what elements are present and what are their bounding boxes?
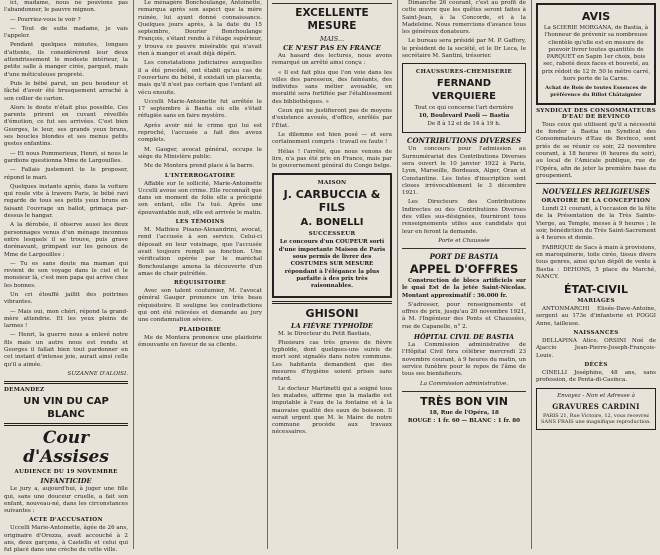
article-paragraph: Ceux qui ne justifieront pas de moyens d'existence avoués, d'office, enrôlés par l'État. [272, 108, 392, 129]
story-paragraph: — Pourriez-vous le voir ? [10, 16, 81, 23]
naissances-heading: NAISSANCES [573, 330, 619, 337]
story-paragraph: Puis le bébé parut, un peu boudeur et fâché d'avoir été brusquement arraché à son collier de carton. [4, 80, 128, 102]
oratoire-heading: ORATOIRE DE LA CONCEPTION [541, 198, 651, 205]
court-continued [138, 0, 262, 171]
contrib-para: Les Directeurs des Contributions Indirectes ou des Contributions Diverses des villes sus-désignées, fourniront tous renseignements utiles aux candidats qui leur en feront la demande. [402, 199, 526, 235]
article-paragraphs [272, 53, 392, 170]
ad-maison: MAISON [317, 180, 347, 187]
story-paragraph: — Henri, la guerre nous a enlevé notre fils mais un autre nous est rendu et Georges il fallait bien tout pardonner en cet instant d'intense joie, aurait ainsi celle qu'il a aimée. [4, 332, 128, 368]
tres-prices: ROUGE : 1 fr. 60 — BLANC : 1 fr. 80 [407, 417, 521, 424]
story-paragraph: A la dérobée, il observe aussi les deux personnages venus d'un ménage inconnus entre lesquels il se trouve, puis grave dorénavant, grimpant sur les genoux de Mme de Largouilles : [4, 222, 128, 258]
syndicat-heading: SYNDICAT DES CONSOMMATEURS D'EAU DE BEVINCO [536, 107, 656, 120]
mariages-heading: MARIAGES [577, 298, 615, 305]
court-title: Cour d'Assises [23, 428, 109, 468]
ad-tagline: Tout ce qui concerne l'art dernière [414, 105, 514, 112]
ad-company-name: J. CARBUCCIA & FILS [283, 188, 381, 215]
ad-name: FERNAND VERQUIERE [432, 78, 496, 103]
gravures-ad [536, 388, 656, 430]
mariages-text: ANTONMARCHI Elisée-Dave-Antoine, sergent au 173e d'infanterie et POGGI Anne, tailleuse. [536, 306, 656, 327]
story-paragraph: — Mais oui, mon chéri, répond la grand-mère attendrie. Et les yeux pleins de larmes ! [4, 308, 128, 330]
column-2 [134, 0, 266, 549]
ghisoni-para: Plusieurs cas très graves de fièvre typhoïde, dont quelques-uns suivis de mort sont signalés dans notre commune. Les habitants demandent que des mesures d'hygiène soient prises sans retard. [272, 339, 392, 383]
article-paragraph: « Il est fait plus que l'on voie dans les villes des paresseux, des fainéants, des individus sans métier avouable, en moralité sera fortifiée par l'établissement des bibliothèques. » [272, 69, 392, 105]
ghisoni-sub: LA FIÈVRE TYPHOÏDE [291, 321, 373, 330]
divider [272, 301, 392, 304]
contrib-sig: Porte et Chaussée [438, 237, 490, 244]
divider [402, 391, 526, 392]
gravures-intro: Envoyez - Non et Adresse à [557, 392, 635, 399]
contrib-heading: CONTRIBUTIONS DIVERSES [406, 136, 522, 146]
wine-ad-line2: BLANC [47, 409, 85, 421]
story-signature: SUZANNE D'ALOISI. [67, 370, 128, 377]
hopital-heading: HÔPITAL CIVIL DE BASTIA [413, 333, 515, 342]
avis-heading: AVIS [581, 10, 611, 23]
interrogatoire-text: Affable sur le sollicité, Marie-Antoinette Uccelli avoue son crime. Elle reconnaît que dans un moment de folie elle a précipité son enfant, elle l'a tué. Après une épouvantable nuit, elle est arrivée le matin. [138, 180, 262, 216]
requisitoire-text: Avec son talent coutumier, M. l'avocat général Gauger prononce un très beau réquisitoire. Il souligne les contradictions qui ont été relevées et demande au jury une condamnation sévère. [138, 288, 262, 324]
divider [4, 423, 128, 426]
etat-civil-heading: ÉTAT-CIVIL [563, 283, 629, 297]
nouvelles-heading: NOUVELLES RELIGIEUSES [542, 187, 650, 197]
divider [536, 183, 656, 184]
ad-category: CHAUSSURES-CHEMISERIE [415, 69, 513, 76]
avis-text: La SCIERIE MORGANA, de Bastia, à l'honneur de prévenir sa nombreuse clientèle qu'elle est en mesure de pouvoir livrer toutes quantités de PARQUET en Sapin 1er choix, bois sec, raboté deux faces et bouveté, au prix rédoit de 12 fr. 50 le mètre carré, hors porte de la Carne. [541, 25, 651, 83]
ad-hours: De 8 à 12 et de 14 à 19 h. [427, 121, 501, 128]
court-paragraph: Après avoir nié le crime qui lui est reproché, l'accusée a fait des aveux complets. [138, 122, 262, 144]
court-paragraph: Le jury a, aujourd'hui, à juger une fille qui, sans une douceur cruelle, a fait son enfant, nouveau-né, dans les circonstances suivantes : [4, 486, 128, 515]
court-subject: INFANTICIDE [40, 477, 92, 486]
intro-para: Le bureau sera présidé par M. P. Gaffory, le président de la société, et le Dr Leca, le secrétaire M. Santini, trésorier. [402, 38, 526, 60]
court-date: AUDIENCE DU 19 NOVEMBRE [14, 469, 118, 476]
intro-para: Dimanche 26 courant, c'est au profit de cette œuvre que les quêtes seront faites à Saint-Jean, à la Concorde, et à la Madeleine. Nous remercions d'avance tous les généreux donateurs. [402, 0, 526, 36]
story-paragraph: ici, madame, nous ne pouvions pas l'abandonner, le pauvre mignon. [4, 0, 128, 14]
tres-address: 18, Rue de l'Opéra, 18 [429, 409, 499, 416]
naissances-text: DELLAPINA Alice. ORSINI Noé de Ajaccio Jean-Pierre-Joseph-François-Louis. [536, 338, 656, 359]
column-5 [532, 0, 660, 549]
ad-label: DEMANDEZ [4, 387, 45, 394]
plaidoirie-heading: PLAIDOIRIE [179, 326, 221, 333]
appel-para: S'adresser, pour renseignements et offres de prix, jusqu'au 20 novembre 1921, à M. l'Ingénieur des Ponts et Chaussées, rue de Capanelle, n° 2. [402, 301, 526, 330]
article-paragraph: Le dilemme est bien posé — et sera certainement compris : travail ou faute ! [272, 131, 392, 146]
temoins-heading: LES TÉMOINS [175, 219, 225, 226]
port-heading: PORT DE BASTIA [429, 251, 499, 261]
column-4 [398, 0, 530, 549]
fabrique-text: FABRIQUE de Sacs à main à provisions, en maroquinerie, toile cirée, tissus divers tous genres, ainsi qu'un dépôt de vente à Bastia : DEHONS, 5 place du Marché, NANCY. [536, 244, 656, 280]
appel-heading: APPEL D'OFFRES [409, 261, 519, 276]
appel-para: Construction de blocs artificiels sur le quai Est de la jetée Saint-Nicolas. Montant approximatif : 36.000 fr. [402, 277, 526, 299]
contrib-para: Un concours pour l'admission au Surnumérariat des Contributions Diverses sera ouvert le 10 janvier 1922 à Paris, Lyon, Marseille, Bordeaux, Alger, Oran et Constantine. Les listes d'inscription sont closes irrévocablement le 3 décembre 1921. [402, 146, 526, 197]
avis-text-2: Achat de Bois de toutes Essences de préférence du Billot Châtaignier [545, 85, 647, 98]
headline: EXCELLENTE MESURE [295, 7, 369, 32]
deces-text: CINELLI Joséphine, 48 ans, sans profession, de Penta-di-Casinca. [536, 369, 656, 384]
hopital-para: La Commission administrative de l'Hôpital Civil fera célébrer mercredi 23 novembre courant, à 9 heures du matin, un service funèbre pour le repos de l'âme de tous ses bienfaiteurs. [402, 342, 526, 378]
deces-heading: DÉCÈS [584, 361, 608, 368]
court-paragraph: Uccelli Marie-Antoinette, âgée de 26 ans, originaire d'Orezza, avait accouché à 2 ans, deux garçons, à Castellu et celui qui fut placé dans une crèche de cette ville. [4, 525, 128, 554]
story-paragraph: Pendant quelques minutes, longues d'attente, ils considérèrent leur deux attendrissement le modeste intérieur, la petite salle à manger cirée, parquet, mais d'une méticuleuse propreté. [4, 42, 128, 78]
interrogatoire-heading: L'INTERROGATOIRE [164, 172, 236, 179]
ad-successor-label: SUCCESSEUR [308, 231, 356, 238]
column-3 [268, 0, 396, 549]
court-paragraph: Les constatations judiciaires auxquelles il a été procédé, ont établi qu'au cas de l'ouverture du bébé, il existait un placenta, mais qu'il n'est pas certain que l'enfant ait vécu ensuite. [138, 60, 262, 96]
story-paragraph: — Fallais justement te le proposer, répond le mari. [4, 167, 128, 181]
column-1 [0, 0, 132, 554]
gravures-text: PARIS 21, Rue Victoire, 12, vous recevrez SANS FRAIS une magnifique reproduction. [541, 412, 651, 425]
story-paragraph: Quelques instants après, dans la voiture qui roule vite à travers Paris, le bébé ravi regarde de tous ses petits yeux bruns en faisant l'ouvrage un ballot, grimaça par-dessus le hangar. [4, 183, 128, 220]
ghisoni-para: Le docteur Martinetti qui a soigné tous les malades, affirme que la maladie est imputable à l'eau de la fontaine et à la mauvaise qualité des eaux de boisson. Il serait urgent que M. le Maire de notre commune procède aux travaux nécessaires. [272, 385, 392, 436]
story-paragraphs [4, 0, 128, 369]
headline-sub2: CE N'EST PAS EN FRANCE [283, 44, 381, 52]
story-paragraph: Un cri étouffé jaillit des poitrines vibrantes. [4, 291, 128, 306]
temoins-text: M. Mathieu Pisano-Alexandrini, avocat, rend l'accusée à son service. Celui-ci déposait en leur voisinage, que l'accusée avait toujours rempli sa fonction. Une vérification opérée par le maréchal Bonchoulange amena la découverte d'un amas de chair putréfiée. [138, 227, 262, 277]
article-paragraph: Au hasard des lectures, nous avons remarqué un arrêté ainsi conçu : [272, 53, 392, 67]
tres-bon-vin-heading: TRÈS BON VIN [420, 394, 508, 408]
ghisoni-heading: GHISONI [305, 306, 359, 320]
ad-successor-name: A. BONELLI [300, 217, 364, 229]
court-paragraph: Me de Montera prend place à la barre. [144, 163, 255, 170]
gravures-name: GRAVURES CARDINI [552, 401, 640, 411]
ad-text: Le concours d'un COUPEUR sorti d'une importante Maison de Paris sous permis de livrer des COSTUMES SUR MESURE répondant à l'élégance la plus parfaite à des prix très raisonnables. [278, 239, 386, 290]
oratoire-text: Lundi 21 courant, à l'occasion de la fête de la Présentation de la Très Sainte-Vierge, au Temple, messe à 9 heures ; le soir, bénédiction du Très Saint-Sacrement à 4 heures et demie. [536, 206, 656, 242]
ghisoni-para: M. le Directeur du Petit Bastiais, [278, 330, 372, 337]
court-paragraph: Uccelli Marie-Antoinette fut arrêtée le 17 septembre à Bastia où elle s'était réfugiée sans en faire mystère. [138, 98, 262, 120]
divider [272, 3, 392, 4]
article-paragraph: Hélas ! l'arrêté, que nous venons de lire, n'a pas été pris en France, mais par le gouvernement général du Congo belge. [272, 148, 392, 170]
divider [402, 248, 526, 249]
court-paragraph: M. Gauger, avocat général, occupe le siège du Ministère public. [138, 146, 262, 160]
wine-ad-line1: UN VIN DU CAP [23, 396, 109, 408]
headline-sub: MAIS... [319, 35, 345, 43]
story-paragraph: — Tout de suite madame, je vais l'appeler. [4, 25, 128, 40]
avis-box [536, 3, 656, 105]
syndicat-text: Tous ceux qui utilisent qu'il a nécessité de fonder à Bastia un Syndicat des Consommateurs d'Eau de Bevinco, sont priés de se réunir ce soir, 22 novembre courant, à 18 heures (6 heures du soir), au local de l'Amicale publique, rue de l'Opéra, afin de jeter la première base du groupement. [536, 121, 656, 179]
hopital-sig: La Commission administrative. [420, 380, 508, 387]
plaidoirie-text: Me de Montera prononce une plaidoirie émouvante en faveur de sa cliente. [138, 334, 262, 348]
court-paragraph: Le ménagère Bonchoulange, Antoinette, remarqua après son aspect que la mère ruinée, lui ayant donné connaissance. Quelques jours après, à la date du 15 septembre, Dourier Bonchoulange François, s'étant rendu à l'étage supérieur, y trouva ce pauvre misérable qui n'avait rien à manger et avait déjà dépéri. [138, 0, 262, 58]
story-paragraph: Alors le doute n'était plus possible. Ces parents prirent en cuvant réveillés d'émotion, ce fut ses arrivées. C'est bien Georges, le leur, ses grands yeux bruns, ses boucles blondes et ses menus petits gestes enfantins. [4, 104, 128, 148]
ad-address: 10, Boulevard Paoli — Bastia [418, 113, 510, 120]
carbuccia-ad [272, 173, 392, 297]
requisitoire-heading: RÉQUISITOIRE [173, 280, 227, 287]
story-paragraph: — Et nous Pommerieux, Henri, si nous le gardions questionna Mme de Largouilles. [4, 150, 128, 164]
story-paragraph: — Tu es sans doute ma maman qui revient de son voyage dans le ciel et le monsieur là, c'est mon papa qui arrive chez les bonnes. [4, 260, 128, 289]
divider [4, 381, 128, 384]
accusation-heading: ACTE D'ACCUSATION [29, 517, 103, 524]
verquiere-ad [402, 63, 526, 133]
